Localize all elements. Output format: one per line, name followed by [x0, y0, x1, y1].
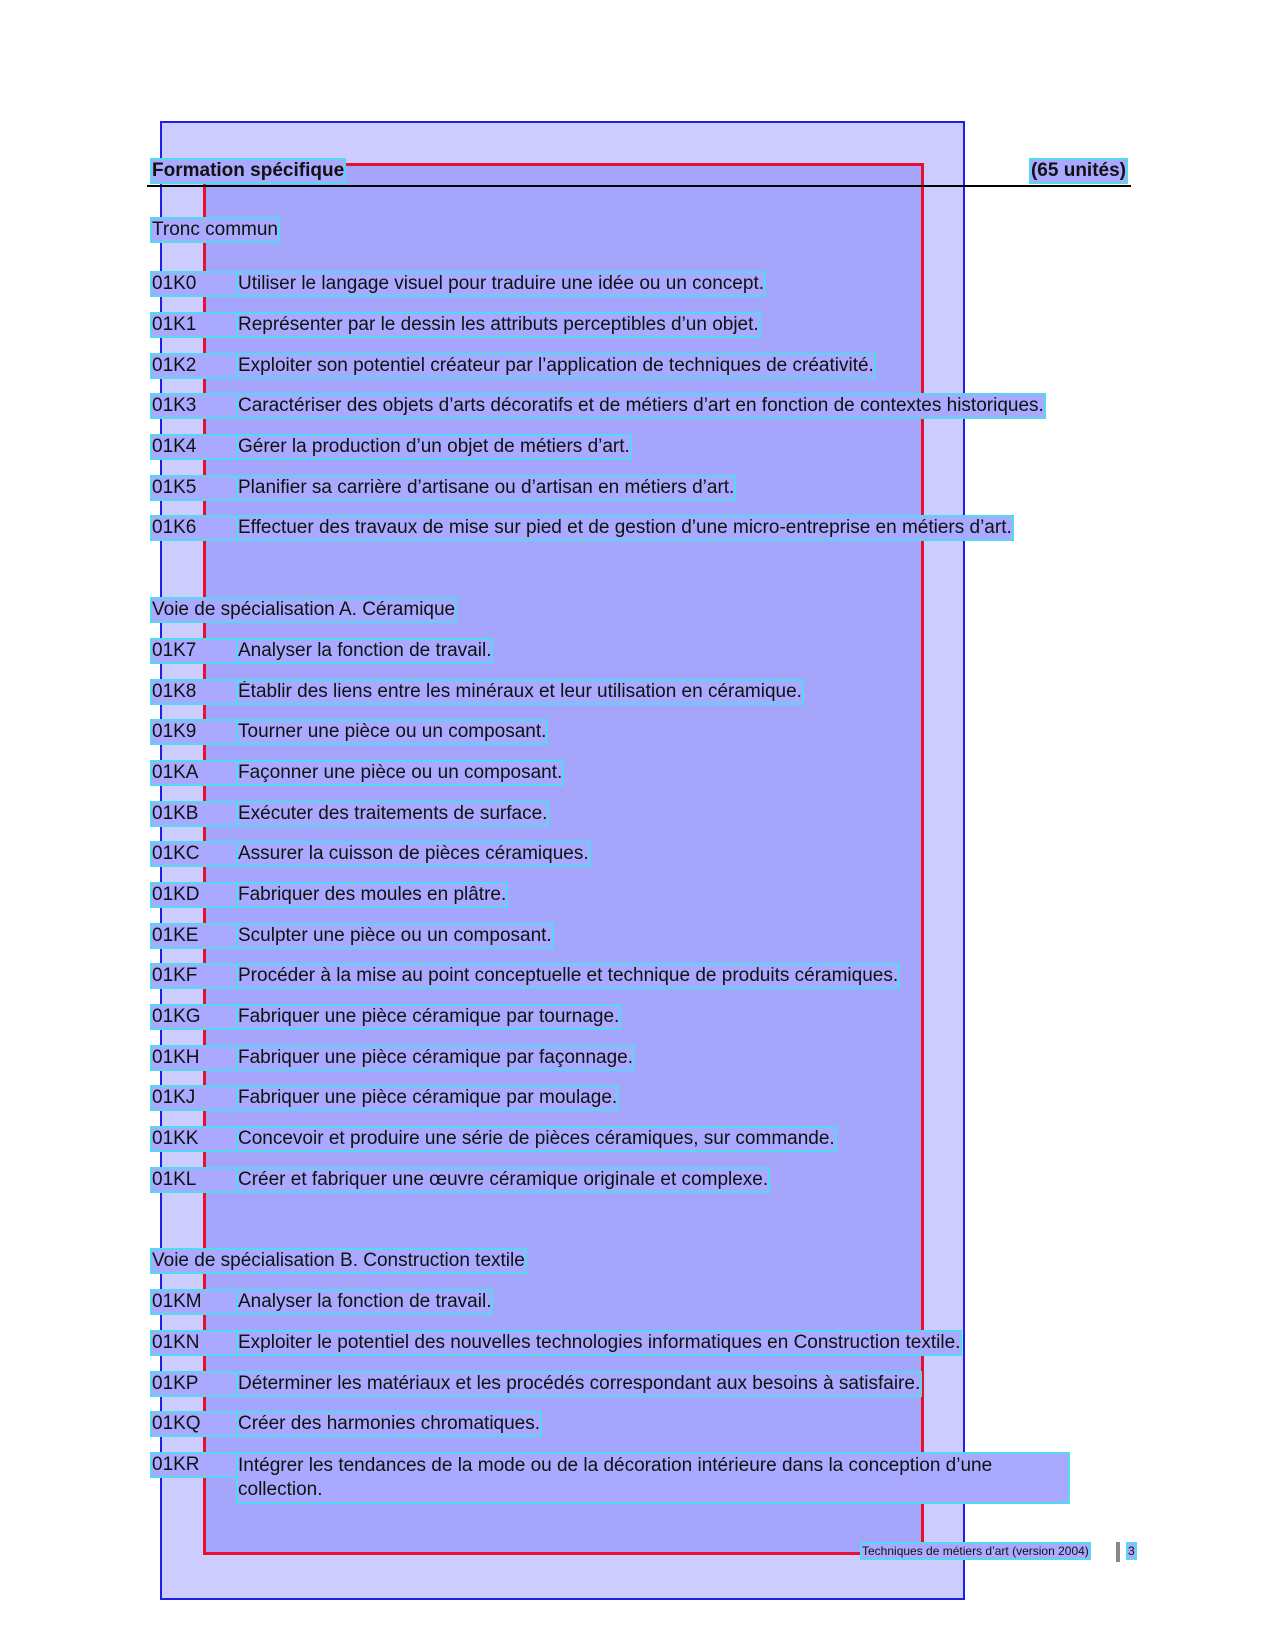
item-text: Intégrer les tendances de la mode ou de la décoration intérieure dans la conception d’une collection. — [238, 1454, 1068, 1502]
item-text: Fabriquer une pièce céramique par façonnage. — [238, 1047, 634, 1068]
item-text: Analyser la fonction de travail. — [238, 640, 492, 661]
item-code: 01KN — [152, 1332, 236, 1354]
item-code: 01K9 — [152, 721, 236, 743]
item-text: Gérer la production d’un objet de métiers d’art. — [238, 436, 630, 457]
item-text: Planifier sa carrière d’artisane ou d’artisan en métiers d’art. — [238, 477, 735, 498]
section-title: Voie de spécialisation A. Céramique — [152, 599, 456, 620]
page-marker — [1116, 1542, 1120, 1562]
header-title: Formation spécifique — [152, 160, 345, 181]
item-code: 01K5 — [152, 477, 236, 499]
header-units: (65 unités) — [1030, 160, 1126, 181]
page-header — [147, 160, 1131, 187]
item-code: 01KD — [152, 884, 236, 906]
item-code: 01K2 — [152, 355, 236, 377]
item-text: Exécuter des traitements de surface. — [238, 803, 548, 824]
item-code: 01KB — [152, 803, 236, 825]
item-code: 01KH — [152, 1047, 236, 1069]
item-text: Exploiter le potentiel des nouvelles technologies informatiques en Construction textile. — [238, 1332, 961, 1353]
item-text: Fabriquer des moules en plâtre. — [238, 884, 507, 905]
section-title: Voie de spécialisation B. Construction textile — [152, 1250, 525, 1271]
item-text: Caractériser des objets d’arts décoratifs et de métiers d’art en fonction de contextes historiques. — [238, 395, 1044, 416]
item-code: 01KF — [152, 965, 236, 987]
item-text: Concevoir et produire une série de pièces céramiques, sur commande. — [238, 1128, 835, 1149]
item-text: Analyser la fonction de travail. — [238, 1291, 492, 1312]
item-text: Procéder à la mise au point conceptuelle et technique de produits céramiques. — [238, 965, 899, 986]
item-code: 01KL — [152, 1169, 236, 1191]
item-code: 01K4 — [152, 436, 236, 458]
item-text: Représenter par le dessin les attributs perceptibles d’un objet. — [238, 314, 759, 335]
item-code: 01KE — [152, 925, 236, 947]
item-code: 01KJ — [152, 1087, 236, 1109]
page-number: 3 — [1128, 1544, 1135, 1558]
item-code: 01KP — [152, 1373, 236, 1395]
item-code: 01KK — [152, 1128, 236, 1150]
item-text: Exploiter son potentiel créateur par l’application de techniques de créativité. — [238, 355, 874, 376]
item-code: 01K6 — [152, 517, 236, 539]
item-text: Établir des liens entre les minéraux et leur utilisation en céramique. — [238, 681, 802, 702]
item-text: Sculpter une pièce ou un composant. — [238, 925, 552, 946]
item-text: Tourner une pièce ou un composant. — [238, 721, 547, 742]
section-title: Tronc commun — [152, 219, 278, 240]
item-text: Fabriquer une pièce céramique par moulage. — [238, 1087, 618, 1108]
item-code: 01K7 — [152, 640, 236, 662]
item-text: Fabriquer une pièce céramique par tournage. — [238, 1006, 620, 1027]
item-code: 01K8 — [152, 681, 236, 703]
item-code: 01KR — [152, 1454, 236, 1476]
item-code: 01KA — [152, 762, 236, 784]
item-code: 01K0 — [152, 273, 236, 295]
item-code: 01KG — [152, 1006, 236, 1028]
item-code: 01KC — [152, 843, 236, 865]
item-code: 01K3 — [152, 395, 236, 417]
item-text: Créer et fabriquer une œuvre céramique originale et complexe. — [238, 1169, 769, 1190]
item-text: Façonner une pièce ou un composant. — [238, 762, 563, 783]
item-text: Déterminer les matériaux et les procédés correspondant aux besoins à satisfaire. — [238, 1373, 921, 1394]
item-text: Effectuer des travaux de mise sur pied et de gestion d’une micro-entreprise en métiers d’art. — [238, 517, 1012, 538]
footer-text: Techniques de métiers d’art (version 2004) — [862, 1544, 1089, 1558]
item-code: 01KM — [152, 1291, 236, 1313]
item-code: 01KQ — [152, 1413, 236, 1435]
item-text: Créer des harmonies chromatiques. — [238, 1413, 541, 1434]
item-text: Assurer la cuisson de pièces céramiques. — [238, 843, 589, 864]
item-text: Utiliser le langage visuel pour traduire une idée ou un concept. — [238, 273, 764, 294]
item-code: 01K1 — [152, 314, 236, 336]
